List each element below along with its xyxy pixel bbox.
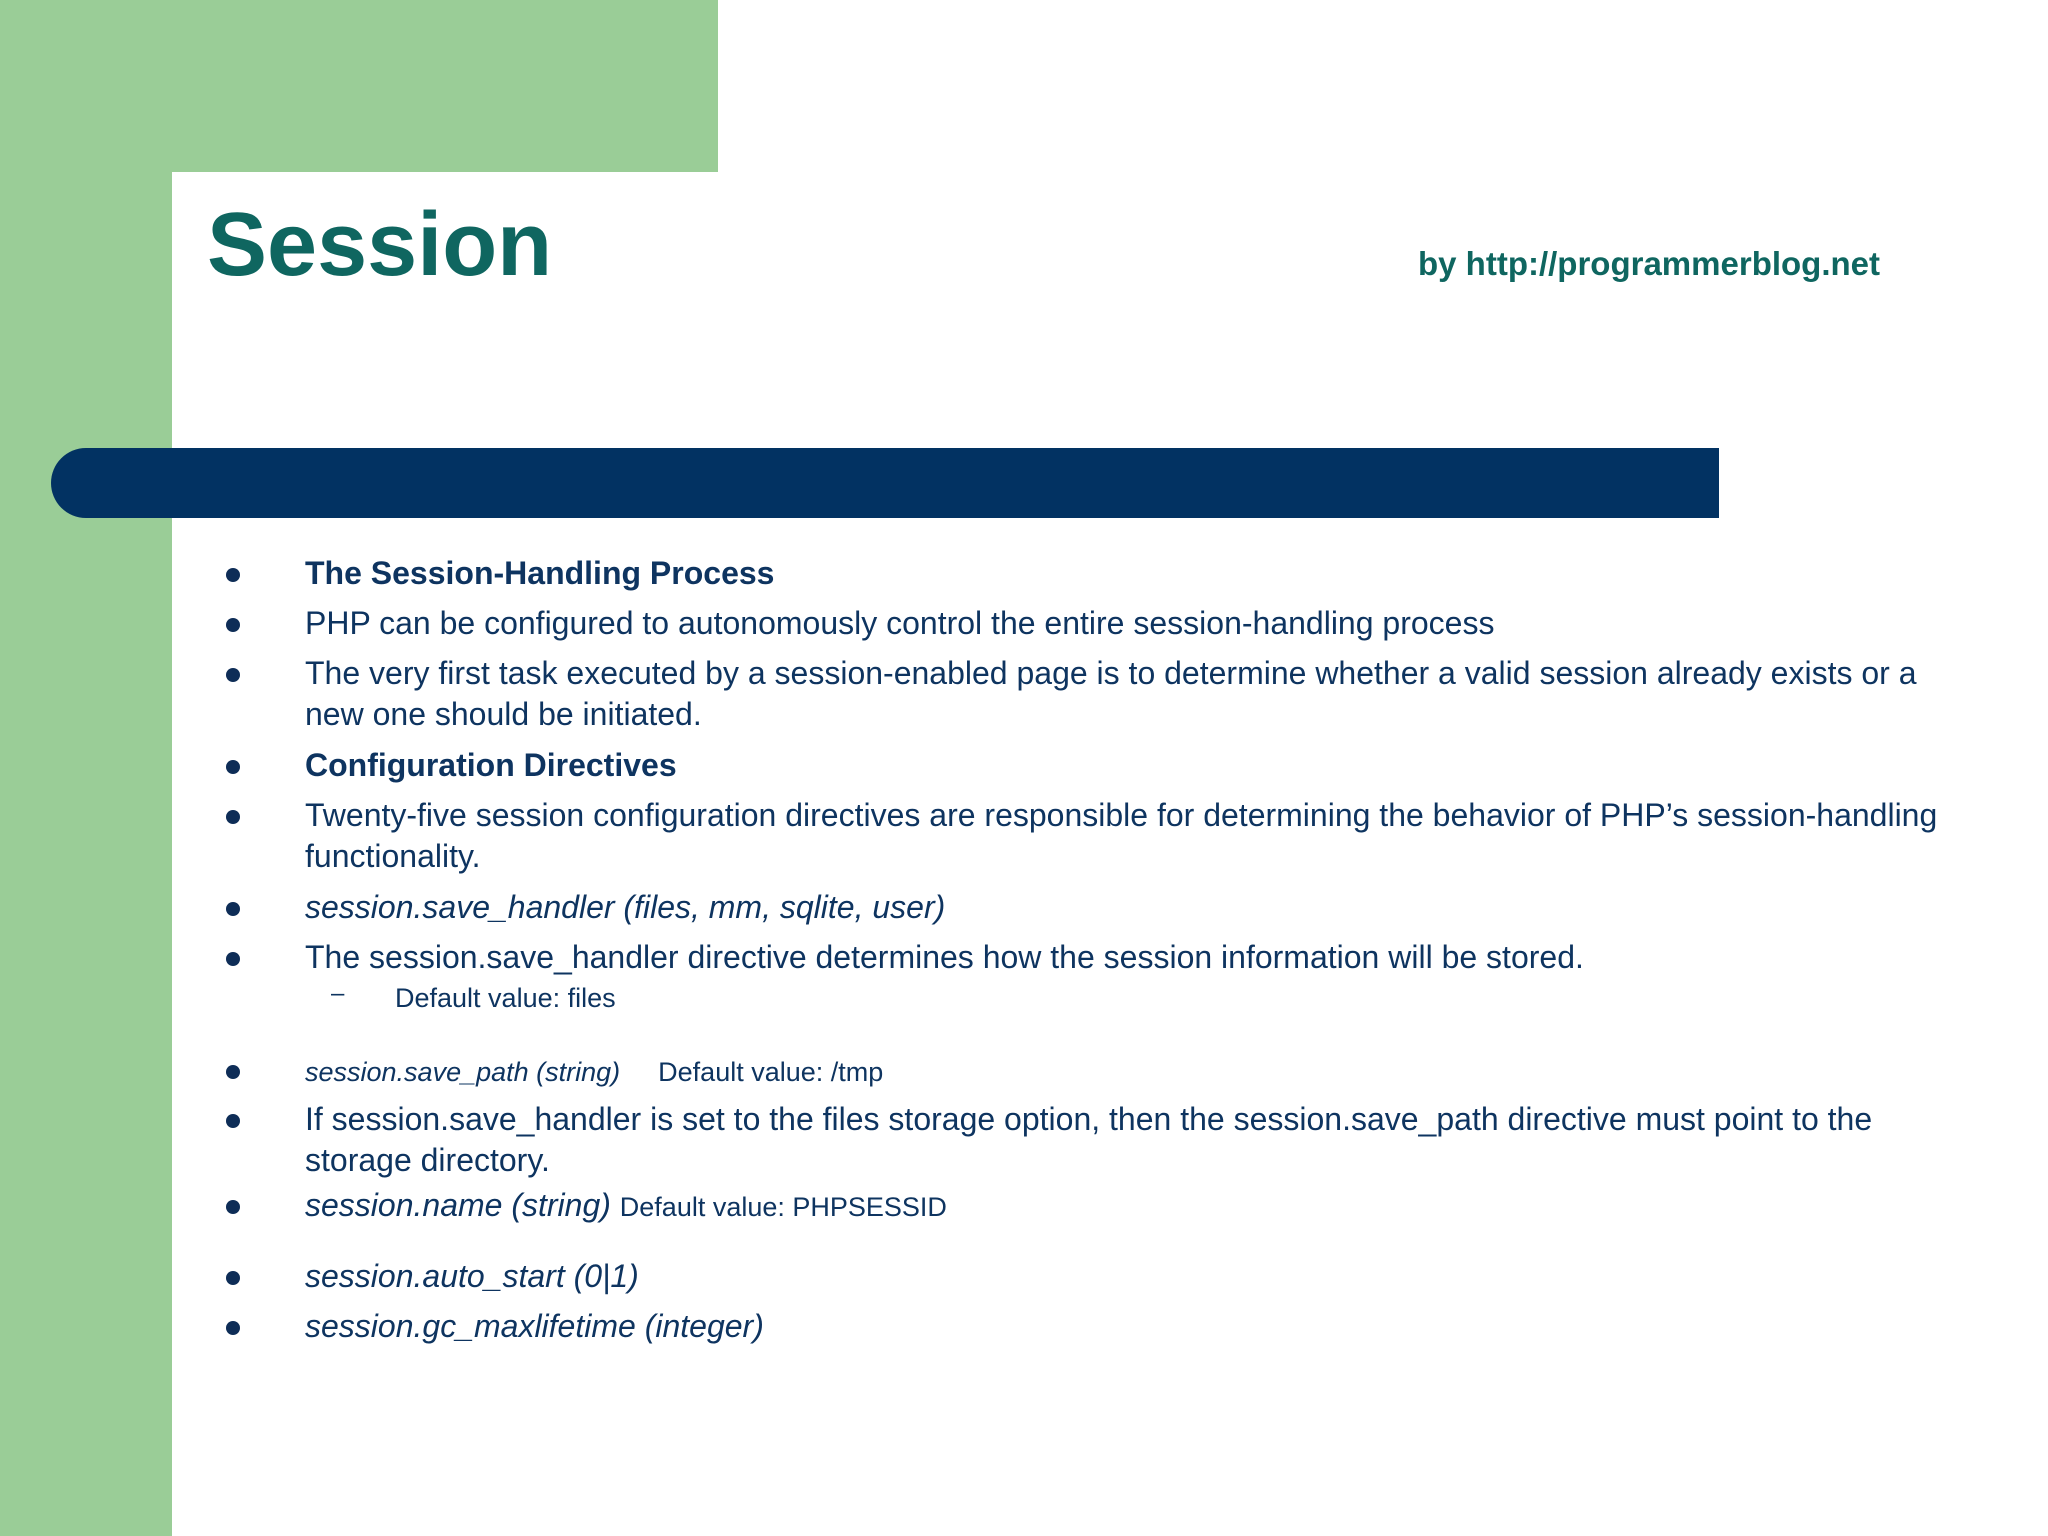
bullet-text: The session.save_handler directive determines how the session information will be stored. [305,939,1584,975]
bullet-text: session.gc_maxlifetime (integer) [305,1308,764,1344]
slide-title: Session [207,195,553,295]
bullet-dot-icon [226,952,240,966]
dash-marker: – [331,980,345,1007]
slide-byline: by http://programmerblog.net [1418,245,1880,282]
bullet-text: Twenty-five session configuration directives are responsible for determining the behavior of PHP’s session-handling functionality. [305,797,1938,874]
bullet-text: Configuration Directives [305,747,677,783]
bullet-dot-icon [226,1321,240,1335]
bullet-text: session.save_handler (files, mm, sqlite, user) [305,889,946,925]
bullet-dot-icon [226,1114,240,1128]
bullet-text: If session.save_handler is set to the files storage option, then the session.save_path directive must point to the storage directory. [305,1101,1873,1178]
bullet-dot-icon [226,810,240,824]
bullet-dot-icon [226,902,240,916]
directive-default: Default value: /tmp [658,1057,884,1087]
bullet-text: session.auto_start (0|1) [305,1258,639,1294]
sub-item-text: Default value: files [395,983,616,1013]
bullet-dot-icon [226,618,240,632]
directive-name: session.name (string) [305,1187,611,1223]
bullet-dot-icon [226,668,240,682]
bullet-dot-icon [226,1065,240,1079]
bullet-dot-icon [226,1271,240,1285]
bullet-dot-icon [226,568,240,582]
bullet-dot-icon [226,1200,240,1214]
bullet-text: The Session-Handling Process [305,555,775,591]
bullet-dot-icon [226,760,240,774]
bullet-text [305,1054,1945,1090]
directive-name: session.save_path (string) [305,1057,621,1087]
bullet-text: The very first task executed by a session-enabled page is to determine whether a valid session already exists or a new one should be initiated. [305,655,1917,732]
directive-default: Default value: PHPSESSID [619,1192,947,1222]
bullet-text [305,1185,1945,1228]
bullet-text: PHP can be configured to autonomously control the entire session-handling process [305,605,1495,641]
